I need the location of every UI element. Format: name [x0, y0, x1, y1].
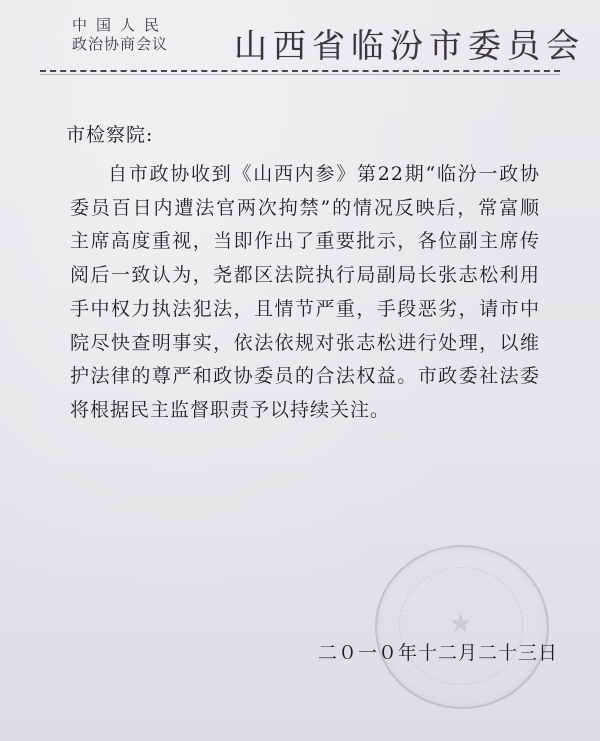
org-line-1: 中国人民 — [72, 16, 169, 34]
letterhead-divider — [40, 70, 560, 72]
letterhead-divider-shadow — [40, 74, 560, 75]
organization-title: 山西省临汾市委员会 — [234, 26, 585, 65]
faded-seal — [375, 545, 549, 709]
letterhead — [58, 14, 585, 70]
org-line-2: 政治协商会议 — [72, 35, 169, 53]
seal-star-icon: ★ — [449, 609, 473, 639]
letter-date: 二０一０年十二月二十三日 — [318, 642, 559, 664]
organization-name-small — [72, 16, 168, 54]
salutation: 市检察院: — [66, 124, 154, 146]
letter-body: 自市政协收到《山西内参》第22期“临汾一政协委员百日内遭法官两次拘禁”的情况反映后，常富顺主席高度重视，当即作出了重要批示，各位副主席传阅后一致认为，尧都区法院执行局副局长张志松利用手中权力执法犯法，且情节严重，手段恶劣，请市中院尽快查明事实，依法依规对张志松进行处理，以维护法律的尊严和政协委员的合法权益。市政委社法委将根据民主监督职责予以持续关注。 — [70, 163, 540, 421]
